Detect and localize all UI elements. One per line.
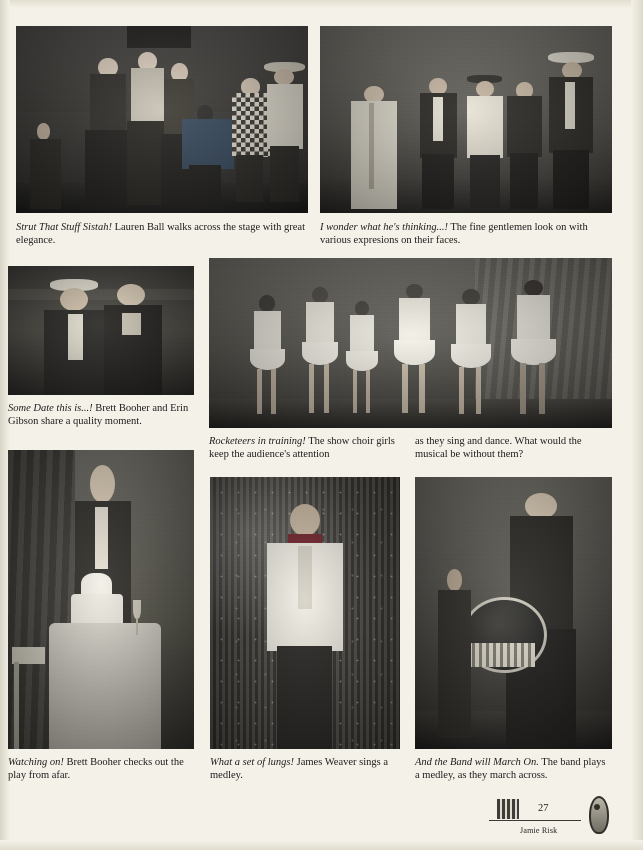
- photo-some-date: [8, 266, 194, 395]
- caption-title: Strut That Stuff Sistah!: [16, 222, 112, 233]
- caption-body: The fine gentlemen look on with various expresions on their faces.: [320, 222, 588, 246]
- footer-emblem-icon: [589, 796, 609, 834]
- caption-title: What a set of lungs!: [210, 757, 294, 768]
- caption-band-will-march-on: [415, 757, 612, 782]
- photo-credit: Jamie Risk: [520, 826, 558, 835]
- photo-set-of-lungs: [210, 477, 400, 749]
- footer-divider: [489, 820, 581, 821]
- caption-title: And the Band will March On.: [415, 757, 539, 768]
- caption-title: Some Date this is...!: [8, 403, 93, 414]
- page-edge-top: [0, 0, 643, 8]
- photo-rocketeers: [209, 258, 612, 428]
- caption-body: James Weaver sings a medley.: [210, 757, 389, 781]
- photo-strut-that-stuff: [16, 26, 308, 213]
- caption-some-date: [8, 403, 198, 428]
- caption-body: Brett Booher and Erin Gibson share a quality moment.: [8, 403, 189, 427]
- caption-title: I wonder what he's thinking...!: [320, 222, 448, 233]
- photo-fine-gentlemen: [320, 26, 612, 213]
- caption-body: Lauren Ball walks across the stage with great elegance.: [16, 222, 306, 246]
- footer-decoration-icon: [497, 799, 519, 819]
- caption-watching-on: [8, 757, 198, 782]
- page-number: 27: [538, 803, 549, 814]
- photo-watching-on: [8, 450, 194, 749]
- caption-body: Brett Booher checks out the play from afar.: [8, 757, 184, 781]
- caption-rocketeers-col1: [209, 436, 405, 461]
- caption-title: Watching on!: [8, 757, 64, 768]
- caption-fine-gentlemen: [320, 222, 612, 247]
- caption-body: The show choir girls keep the audience's attention: [209, 436, 395, 460]
- photo-band-will-march-on: [415, 477, 612, 749]
- caption-rocketeers-col2: [415, 436, 612, 461]
- page-edge-right: [631, 0, 643, 850]
- page-edge-bottom: [0, 840, 643, 850]
- caption-title: Rocketeers in training!: [209, 436, 306, 447]
- caption-strut-that-stuff: [16, 222, 312, 247]
- caption-body-continued: as they sing and dance. What would the musical be without them?: [415, 436, 582, 460]
- caption-set-of-lungs: [210, 757, 406, 782]
- caption-body: The band plays a medley, as they march across.: [415, 757, 606, 781]
